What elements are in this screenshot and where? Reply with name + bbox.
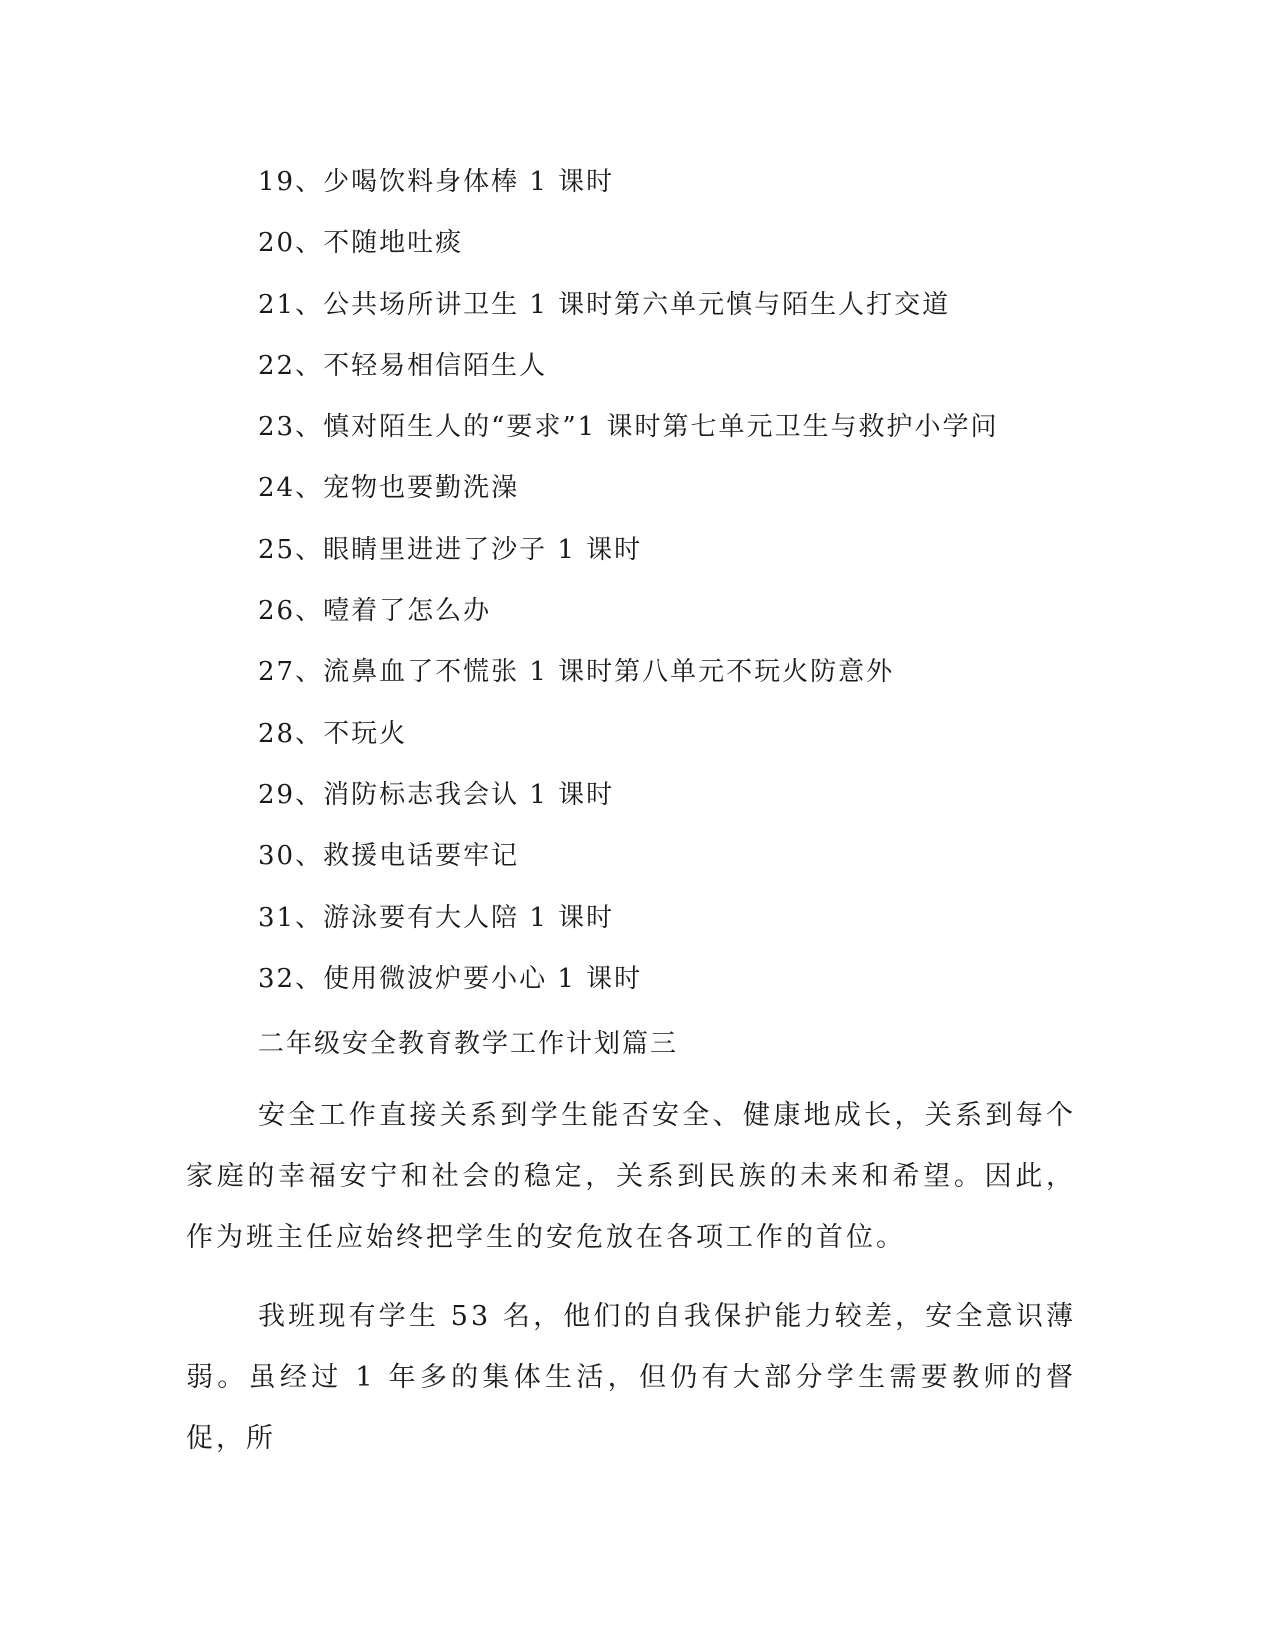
list-item: 21、公共场所讲卫生 1 课时第六单元慎与陌生人打交道 xyxy=(258,289,951,320)
list-item: 28、不玩火 xyxy=(258,718,408,749)
list-item: 20、不随地吐痰 xyxy=(258,228,464,259)
list-item: 31、游泳要有大人陪 1 课时 xyxy=(258,902,615,933)
list-item: 26、噎着了怎么办 xyxy=(258,596,492,627)
list-item: 19、少喝饮料身体棒 1 课时 xyxy=(258,167,615,197)
list-item: 23、慎对陌生人的“要求”1 课时第七单元卫生与救护小学问 xyxy=(258,412,999,443)
body-text xyxy=(186,1085,1076,1487)
list-item: 27、流鼻血了不慌张 1 课时第八单元不玩火防意外 xyxy=(258,657,895,688)
paragraph: 我班现有学生 53 名，他们的自我保护能力较差，安全意识薄弱。虽经过 1 年多的集体生活，但仍有大部分学生需要教师的督促，所 xyxy=(186,1301,1076,1454)
list-item: 24、宠物也要勤洗澡 xyxy=(258,473,520,504)
lesson-list xyxy=(258,160,998,1018)
paragraph: 安全工作直接关系到学生能否安全、健康地成长，关系到每个家庭的幸福安宁和社会的稳定，关系到民族的未来和希望。因此，作为班主任应始终把学生的安危放在各项工作的首位。 xyxy=(186,1100,1076,1253)
list-item: 32、使用微波炉要小心 1 课时 xyxy=(258,963,643,994)
list-item: 22、不轻易相信陌生人 xyxy=(258,350,548,381)
list-item: 25、眼睛里进进了沙子 1 课时 xyxy=(258,534,643,565)
section-heading: 二年级安全教育教学工作计划篇三 xyxy=(258,1029,679,1059)
list-item: 30、救援电话要牢记 xyxy=(258,841,520,872)
list-item: 29、消防标志我会认 1 课时 xyxy=(258,779,615,810)
